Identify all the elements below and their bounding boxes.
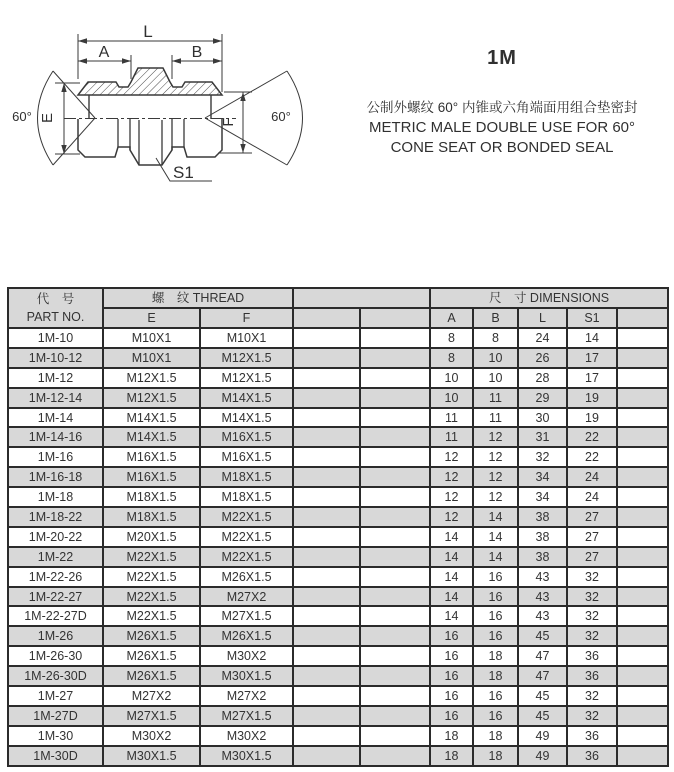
blank-cell <box>360 587 430 607</box>
thread-f-cell: M22X1.5 <box>200 527 293 547</box>
dim-l-cell: 47 <box>518 666 567 686</box>
table-row <box>8 507 668 527</box>
dim-b-cell: 11 <box>473 388 518 408</box>
dim-a-cell: 12 <box>430 487 473 507</box>
dim-l-cell: 38 <box>518 527 567 547</box>
blank-cell <box>617 467 668 487</box>
dim-b-cell: 16 <box>473 567 518 587</box>
blank-cell <box>293 606 360 626</box>
thread-e-cell: M22X1.5 <box>103 587 200 607</box>
blank-cell <box>617 408 668 428</box>
dim-s1-cell: 32 <box>567 706 617 726</box>
thread-f-cell: M26X1.5 <box>200 567 293 587</box>
header-col-a: A <box>430 308 473 328</box>
thread-f-cell: M16X1.5 <box>200 427 293 447</box>
dim-a-cell: 12 <box>430 507 473 527</box>
dim-label-L: L <box>143 22 153 41</box>
arrowhead <box>78 58 87 63</box>
body-lower-outline <box>78 119 222 165</box>
table-row <box>8 626 668 646</box>
thread-f-cell: M27X1.5 <box>200 706 293 726</box>
thread-f-cell: M12X1.5 <box>200 348 293 368</box>
arrowhead <box>240 144 245 153</box>
dim-s1-cell: 32 <box>567 626 617 646</box>
blank-cell <box>617 447 668 467</box>
dim-a-cell: 14 <box>430 587 473 607</box>
dim-a-cell: 14 <box>430 567 473 587</box>
dim-b-cell: 18 <box>473 666 518 686</box>
blank-cell <box>360 567 430 587</box>
table-row <box>8 467 668 487</box>
thread-f-cell: M18X1.5 <box>200 467 293 487</box>
blank-cell <box>360 447 430 467</box>
dim-l-cell: 34 <box>518 487 567 507</box>
dim-l-cell: 29 <box>518 388 567 408</box>
dim-s1-cell: 36 <box>567 726 617 746</box>
header-col-s1: S1 <box>567 308 617 328</box>
body-bore-lines <box>89 95 211 119</box>
part-no-cell: 1M-14 <box>8 408 103 428</box>
dim-s1-cell: 14 <box>567 328 617 348</box>
thread-e-cell: M12X1.5 <box>103 388 200 408</box>
thread-e-cell: M26X1.5 <box>103 666 200 686</box>
blank-cell <box>293 328 360 348</box>
dim-s1-cell: 22 <box>567 447 617 467</box>
dim-a-cell: 8 <box>430 348 473 368</box>
cone-angle-right-label: 60° <box>271 109 291 124</box>
blank-cell <box>360 746 430 766</box>
dim-l-cell: 32 <box>518 447 567 467</box>
blank-cell <box>293 686 360 706</box>
dim-a-cell: 10 <box>430 368 473 388</box>
dim-l-cell: 34 <box>518 467 567 487</box>
blank-cell <box>293 726 360 746</box>
dim-l-cell: 43 <box>518 587 567 607</box>
blank-cell <box>617 567 668 587</box>
thread-f-cell: M22X1.5 <box>200 507 293 527</box>
dim-l-cell: 28 <box>518 368 567 388</box>
thread-f-cell: M22X1.5 <box>200 547 293 567</box>
blank-cell <box>360 408 430 428</box>
blank-cell <box>617 547 668 567</box>
table-row <box>8 388 668 408</box>
blank-cell <box>617 527 668 547</box>
dim-s1-cell: 27 <box>567 507 617 527</box>
table-row <box>8 408 668 428</box>
dim-b-cell: 10 <box>473 348 518 368</box>
part-no-cell: 1M-26-30D <box>8 666 103 686</box>
blank-cell <box>617 368 668 388</box>
dim-b-cell: 14 <box>473 547 518 567</box>
dim-s1-cell: 27 <box>567 527 617 547</box>
part-no-cell: 1M-10 <box>8 328 103 348</box>
dim-b-cell: 8 <box>473 328 518 348</box>
thread-f-cell: M30X1.5 <box>200 666 293 686</box>
thread-e-cell: M10X1 <box>103 348 200 368</box>
blank-cell <box>293 567 360 587</box>
dim-l-cell: 43 <box>518 606 567 626</box>
arrowhead <box>122 58 131 63</box>
dim-s1-cell: 32 <box>567 567 617 587</box>
dim-s1-cell: 22 <box>567 427 617 447</box>
blank-cell <box>360 328 430 348</box>
thread-e-cell: M20X1.5 <box>103 527 200 547</box>
thread-e-cell: M18X1.5 <box>103 507 200 527</box>
part-no-cell: 1M-22 <box>8 547 103 567</box>
dim-a-cell: 8 <box>430 328 473 348</box>
blank-cell <box>617 388 668 408</box>
blank-cell <box>360 706 430 726</box>
dim-b-cell: 12 <box>473 487 518 507</box>
dim-label-S1: S1 <box>173 163 194 182</box>
dim-l-cell: 38 <box>518 507 567 527</box>
dim-b-cell: 12 <box>473 447 518 467</box>
dim-s1-cell: 24 <box>567 487 617 507</box>
arrowhead <box>213 38 222 43</box>
blank-cell <box>360 368 430 388</box>
blank-cell <box>360 348 430 368</box>
dim-b-cell: 16 <box>473 686 518 706</box>
dim-l-cell: 45 <box>518 706 567 726</box>
part-no-cell: 1M-26-30 <box>8 646 103 666</box>
part-no-cell: 1M-30 <box>8 726 103 746</box>
header-col-blank <box>360 308 430 328</box>
part-no-cell: 1M-26 <box>8 626 103 646</box>
blank-cell <box>360 467 430 487</box>
thread-f-cell: M10X1 <box>200 328 293 348</box>
part-no-cell: 1M-16 <box>8 447 103 467</box>
dim-a-cell: 12 <box>430 467 473 487</box>
thread-e-cell: M18X1.5 <box>103 487 200 507</box>
thread-e-cell: M26X1.5 <box>103 646 200 666</box>
dim-s1-cell: 32 <box>567 686 617 706</box>
dim-b-cell: 18 <box>473 646 518 666</box>
dim-l-cell: 38 <box>518 547 567 567</box>
table-row <box>8 666 668 686</box>
dim-a-cell: 16 <box>430 646 473 666</box>
header-col-blank <box>293 308 360 328</box>
dim-b-cell: 16 <box>473 606 518 626</box>
blank-cell <box>360 606 430 626</box>
parts-table <box>7 287 669 767</box>
table-row <box>8 726 668 746</box>
dim-a-cell: 14 <box>430 547 473 567</box>
thread-f-cell: M12X1.5 <box>200 368 293 388</box>
dim-a-cell: 10 <box>430 388 473 408</box>
thread-f-cell: M14X1.5 <box>200 408 293 428</box>
fitting-section-drawing <box>0 0 340 230</box>
blank-cell <box>360 427 430 447</box>
table-row <box>8 527 668 547</box>
blank-cell <box>293 587 360 607</box>
dim-b-cell: 16 <box>473 706 518 726</box>
thread-f-cell: M30X1.5 <box>200 746 293 766</box>
part-no-cell: 1M-12-14 <box>8 388 103 408</box>
table-row <box>8 706 668 726</box>
blank-cell <box>293 467 360 487</box>
header-part-no-cn: 代 号 <box>36 292 75 306</box>
table-row <box>8 487 668 507</box>
part-no-cell: 1M-10-12 <box>8 348 103 368</box>
part-no-cell: 1M-30D <box>8 746 103 766</box>
dim-s1-cell: 32 <box>567 606 617 626</box>
blank-cell <box>617 686 668 706</box>
thread-e-cell: M16X1.5 <box>103 467 200 487</box>
dim-label-E: E <box>39 112 56 124</box>
table-row <box>8 746 668 766</box>
dim-s1-cell: 17 <box>567 368 617 388</box>
table-row <box>8 587 668 607</box>
thread-f-cell: M26X1.5 <box>200 626 293 646</box>
dim-l-cell: 45 <box>518 686 567 706</box>
blank-cell <box>293 447 360 467</box>
blank-cell <box>293 368 360 388</box>
dim-a-cell: 16 <box>430 686 473 706</box>
dim-l-cell: 49 <box>518 746 567 766</box>
blank-cell <box>360 547 430 567</box>
dim-a-cell: 18 <box>430 746 473 766</box>
blank-cell <box>293 388 360 408</box>
part-no-cell: 1M-27 <box>8 686 103 706</box>
blank-cell <box>617 587 668 607</box>
dim-b-cell: 12 <box>473 427 518 447</box>
blank-cell <box>617 507 668 527</box>
dim-b-cell: 11 <box>473 408 518 428</box>
blank-cell <box>293 527 360 547</box>
header-col-b: B <box>473 308 518 328</box>
part-no-cell: 1M-18 <box>8 487 103 507</box>
header-part-no <box>8 288 103 328</box>
dim-s1-cell: 17 <box>567 348 617 368</box>
blank-cell <box>617 328 668 348</box>
dim-b-cell: 14 <box>473 527 518 547</box>
part-no-cell: 1M-22-26 <box>8 567 103 587</box>
blank-cell <box>360 646 430 666</box>
model-code: 1M <box>487 47 517 69</box>
part-no-cell: 1M-18-22 <box>8 507 103 527</box>
blank-cell <box>293 626 360 646</box>
description-chinese: 公制外螺纹 60° 内锥或六角端面用组合垫密封 <box>366 100 638 115</box>
blank-cell <box>617 706 668 726</box>
arrowhead <box>61 83 66 92</box>
dim-b-cell: 12 <box>473 467 518 487</box>
blank-cell <box>617 726 668 746</box>
dim-a-cell: 16 <box>430 626 473 646</box>
dim-l-cell: 26 <box>518 348 567 368</box>
blank-cell <box>360 507 430 527</box>
dim-a-cell: 11 <box>430 408 473 428</box>
table-row <box>8 348 668 368</box>
thread-f-cell: M27X2 <box>200 587 293 607</box>
part-no-cell: 1M-27D <box>8 706 103 726</box>
part-no-cell: 1M-12 <box>8 368 103 388</box>
arrowhead <box>78 38 87 43</box>
blank-cell <box>293 666 360 686</box>
thread-e-cell: M22X1.5 <box>103 606 200 626</box>
dim-l-cell: 47 <box>518 646 567 666</box>
title-block <box>330 46 674 158</box>
dim-l-cell: 45 <box>518 626 567 646</box>
dim-s1-cell: 27 <box>567 547 617 567</box>
thread-f-cell: M30X2 <box>200 726 293 746</box>
header-col-e: E <box>103 308 200 328</box>
technical-drawing <box>0 0 340 230</box>
table-row <box>8 567 668 587</box>
part-no-cell: 1M-14-16 <box>8 427 103 447</box>
blank-cell <box>293 746 360 766</box>
dim-l-cell: 31 <box>518 427 567 447</box>
thread-e-cell: M27X1.5 <box>103 706 200 726</box>
cone-angle-left-label: 60° <box>12 109 32 124</box>
thread-e-cell: M10X1 <box>103 328 200 348</box>
header-part-no-en: PART NO. <box>26 310 85 324</box>
table-row <box>8 447 668 467</box>
blank-cell <box>360 527 430 547</box>
blank-cell <box>293 487 360 507</box>
blank-cell <box>293 547 360 567</box>
blank-cell <box>360 626 430 646</box>
thread-e-cell: M14X1.5 <box>103 408 200 428</box>
blank-cell <box>617 427 668 447</box>
dim-b-cell: 18 <box>473 746 518 766</box>
table-header-row-columns <box>8 308 668 328</box>
table-row <box>8 686 668 706</box>
thread-e-cell: M16X1.5 <box>103 447 200 467</box>
thread-f-cell: M27X1.5 <box>200 606 293 626</box>
description-english-line1: METRIC MALE DOUBLE USE FOR 60° <box>368 119 636 136</box>
dim-l-cell: 24 <box>518 328 567 348</box>
dim-a-cell: 18 <box>430 726 473 746</box>
part-no-cell: 1M-20-22 <box>8 527 103 547</box>
blank-cell <box>617 646 668 666</box>
description-english-line2: CONE SEAT OR BONDED SEAL <box>390 139 614 156</box>
dim-s1-cell: 24 <box>567 467 617 487</box>
header-blank-group <box>293 288 430 308</box>
header-dimensions-group: 尺 寸 DIMENSIONS <box>430 288 668 308</box>
thread-e-cell: M14X1.5 <box>103 427 200 447</box>
blank-cell <box>617 348 668 368</box>
thread-e-cell: M22X1.5 <box>103 567 200 587</box>
thread-e-cell: M22X1.5 <box>103 547 200 567</box>
dim-s1-cell: 36 <box>567 646 617 666</box>
blank-cell <box>617 746 668 766</box>
dim-a-cell: 16 <box>430 666 473 686</box>
dim-b-cell: 14 <box>473 507 518 527</box>
thread-e-cell: M27X2 <box>103 686 200 706</box>
thread-f-cell: M14X1.5 <box>200 388 293 408</box>
dim-label-A: A <box>98 44 110 61</box>
body-section-hatched <box>78 68 222 95</box>
dim-b-cell: 18 <box>473 726 518 746</box>
thread-e-cell: M26X1.5 <box>103 626 200 646</box>
dim-a-cell: 14 <box>430 527 473 547</box>
blank-cell <box>293 427 360 447</box>
thread-e-cell: M12X1.5 <box>103 368 200 388</box>
table-row <box>8 427 668 447</box>
blank-cell <box>293 408 360 428</box>
dim-s1-cell: 19 <box>567 388 617 408</box>
dim-b-cell: 16 <box>473 626 518 646</box>
parts-table-body <box>8 328 668 766</box>
blank-cell <box>617 487 668 507</box>
thread-f-cell: M30X2 <box>200 646 293 666</box>
table-header-row-groups <box>8 288 668 308</box>
table-row <box>8 368 668 388</box>
blank-cell <box>617 666 668 686</box>
part-no-cell: 1M-16-18 <box>8 467 103 487</box>
dim-a-cell: 12 <box>430 447 473 467</box>
blank-cell <box>293 348 360 368</box>
header-col-blank <box>617 308 668 328</box>
blank-cell <box>360 666 430 686</box>
thread-f-cell: M27X2 <box>200 686 293 706</box>
blank-cell <box>360 388 430 408</box>
table-row <box>8 547 668 567</box>
dim-b-cell: 10 <box>473 368 518 388</box>
dim-b-cell: 16 <box>473 587 518 607</box>
dim-a-cell: 16 <box>430 706 473 726</box>
table-row <box>8 646 668 666</box>
dim-label-F: F <box>220 117 237 127</box>
header-col-l: L <box>518 308 567 328</box>
dim-l-cell: 49 <box>518 726 567 746</box>
blank-cell <box>293 646 360 666</box>
blank-cell <box>360 726 430 746</box>
blank-cell <box>293 507 360 527</box>
dim-a-cell: 14 <box>430 606 473 626</box>
dim-s1-cell: 36 <box>567 746 617 766</box>
arrowhead <box>213 58 222 63</box>
blank-cell <box>293 706 360 726</box>
thread-e-cell: M30X2 <box>103 726 200 746</box>
part-no-cell: 1M-22-27D <box>8 606 103 626</box>
header-col-f: F <box>200 308 293 328</box>
dim-l-cell: 30 <box>518 408 567 428</box>
dim-s1-cell: 36 <box>567 666 617 686</box>
header-thread-group: 螺 纹 THREAD <box>103 288 293 308</box>
dim-a-cell: 11 <box>430 427 473 447</box>
dim-s1-cell: 32 <box>567 587 617 607</box>
table-row <box>8 606 668 626</box>
thread-e-cell: M30X1.5 <box>103 746 200 766</box>
thread-f-cell: M16X1.5 <box>200 447 293 467</box>
blank-cell <box>617 606 668 626</box>
blank-cell <box>360 487 430 507</box>
arrowhead <box>172 58 181 63</box>
table-row <box>8 328 668 348</box>
thread-f-cell: M18X1.5 <box>200 487 293 507</box>
dim-l-cell: 43 <box>518 567 567 587</box>
blank-cell <box>360 686 430 706</box>
part-no-cell: 1M-22-27 <box>8 587 103 607</box>
hex-edges <box>118 119 184 165</box>
dim-label-B: B <box>191 44 203 61</box>
dim-s1-cell: 19 <box>567 408 617 428</box>
blank-cell <box>617 626 668 646</box>
